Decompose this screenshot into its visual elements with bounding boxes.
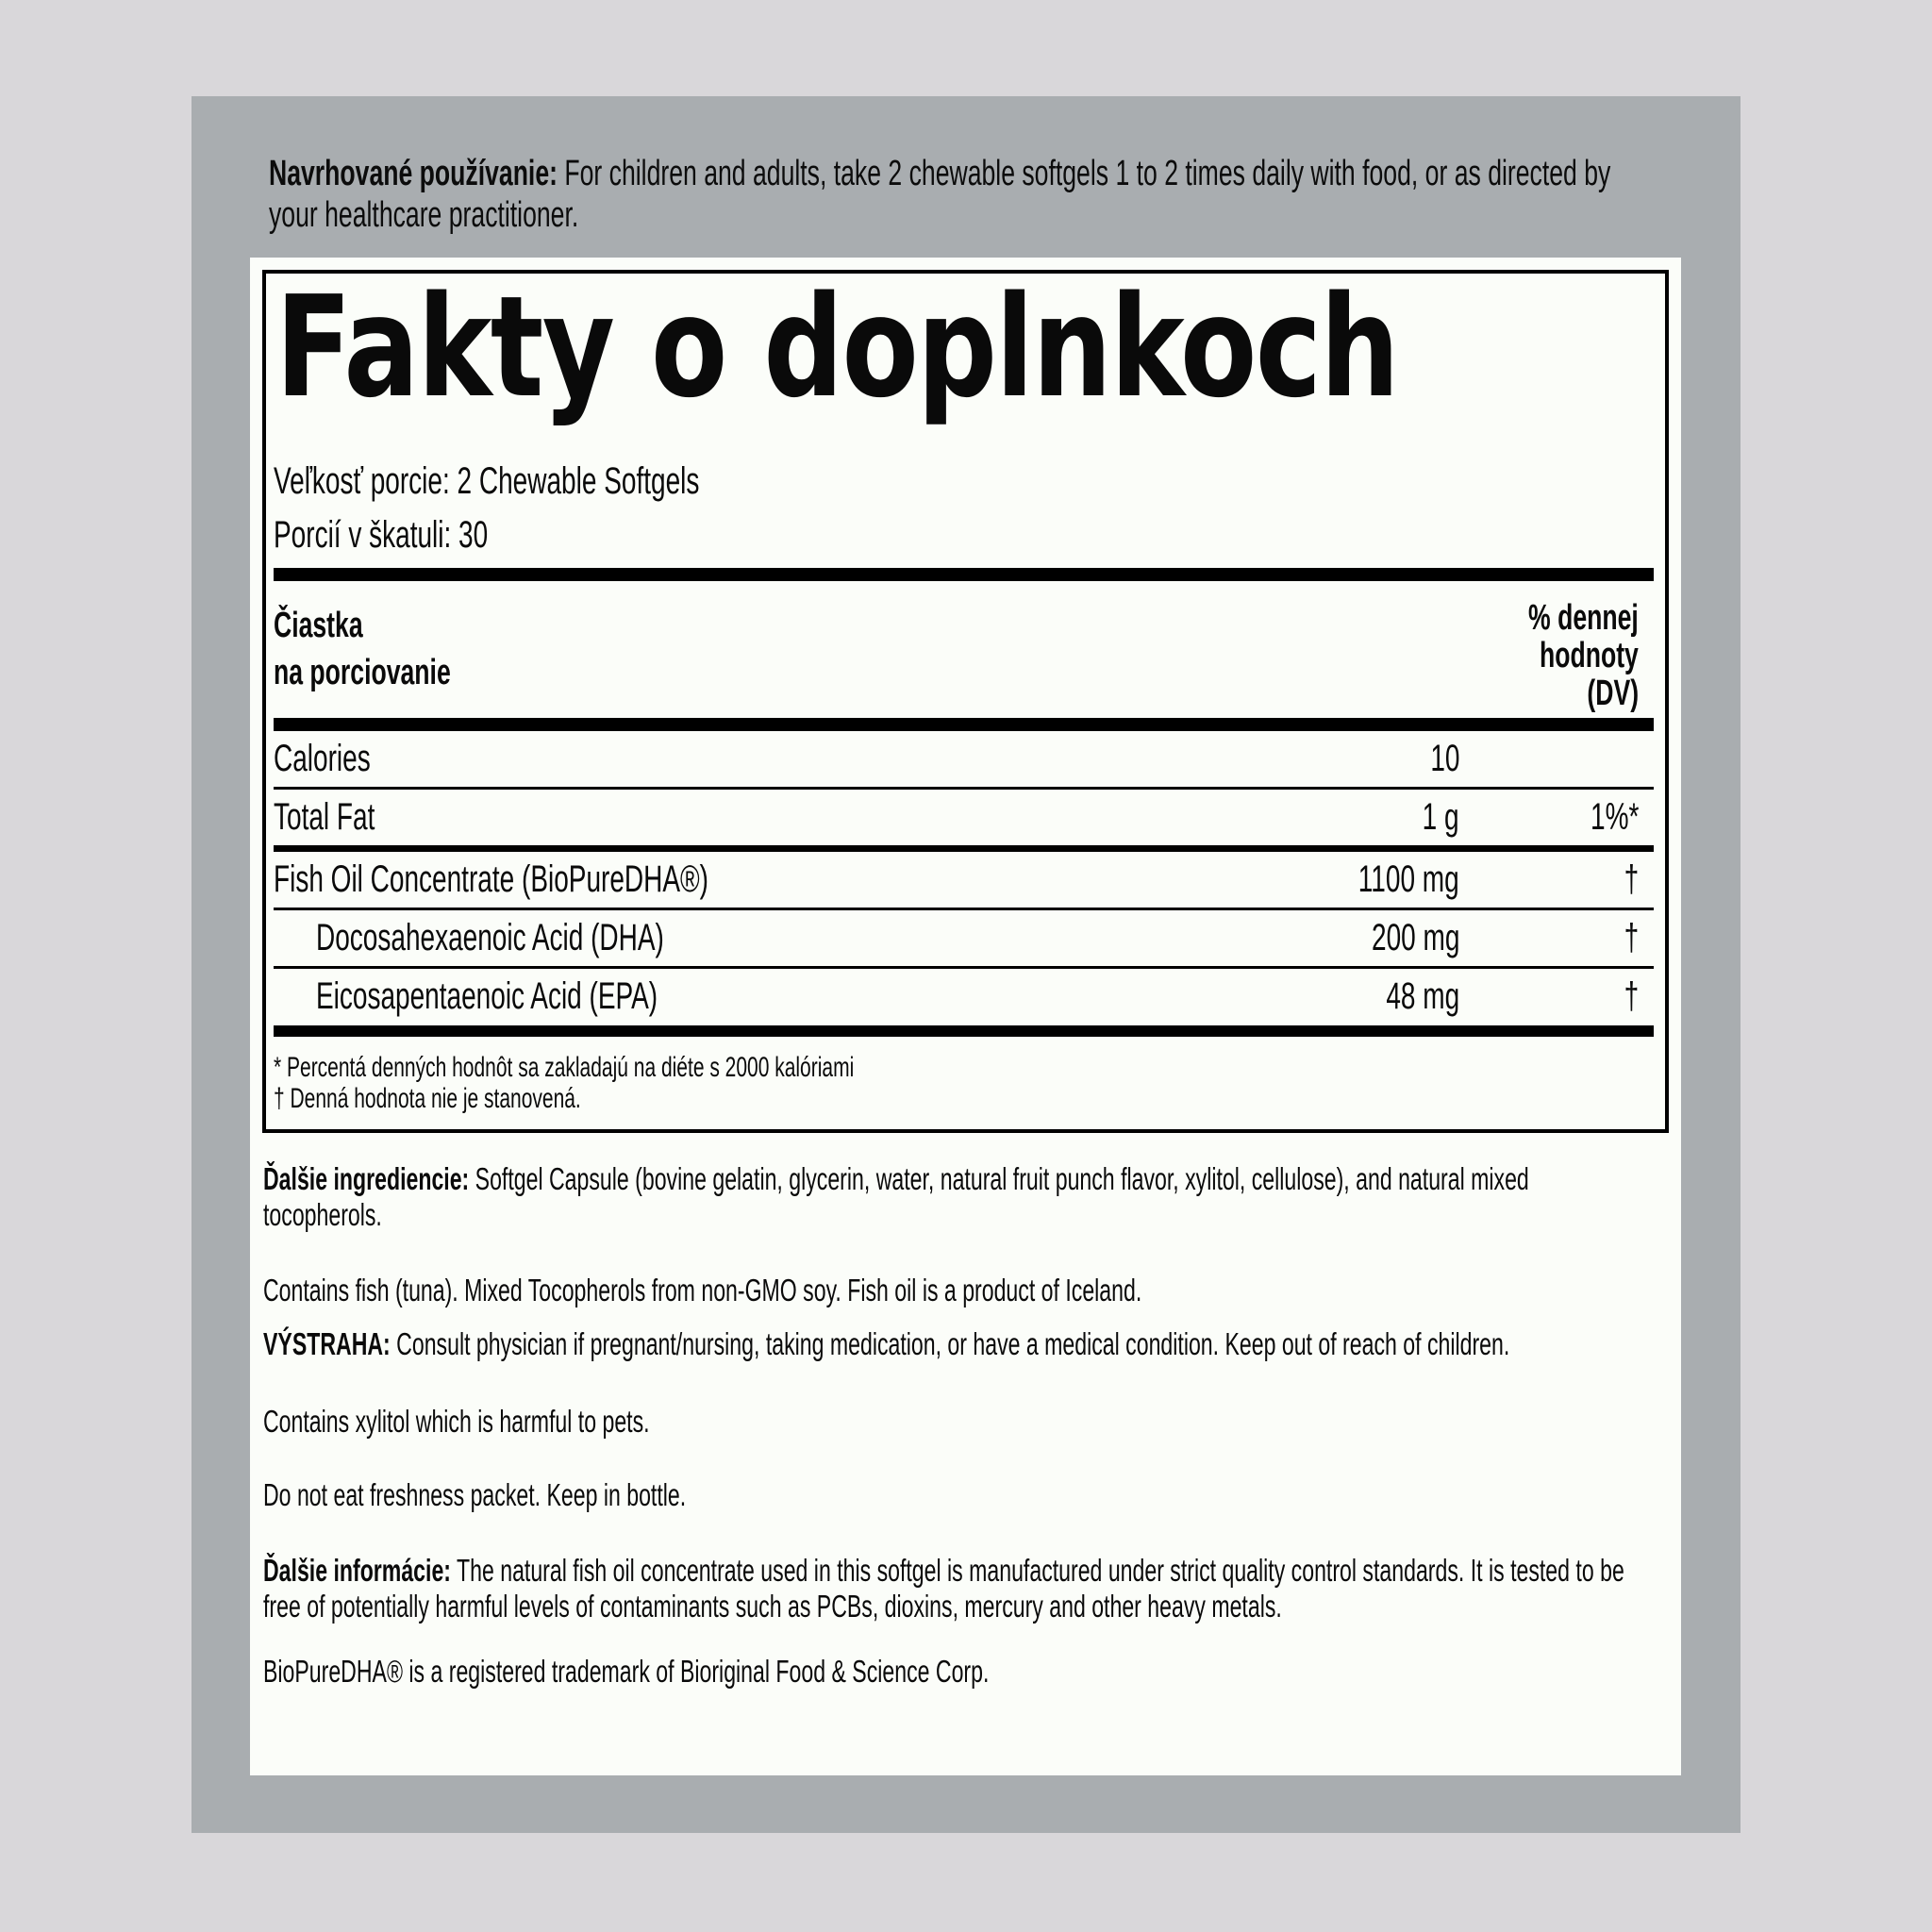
- servings-per-container: Porcií v škatuli: 30: [274, 514, 489, 556]
- facts-title: Fakty o doplnkoch: [275, 270, 1399, 428]
- supplement-facts-table: [274, 731, 1654, 1024]
- facts-footnotes: [274, 1037, 1654, 1114]
- thick-rule-bottom: [274, 1025, 1654, 1037]
- paragraph-text: Do not eat freshness packet. Keep in bottle.: [263, 1477, 687, 1512]
- row-name: Docosahexaenoic Acid (DHA): [316, 917, 664, 958]
- paragraph-freshness-packet: [263, 1477, 1643, 1513]
- row-amount: 200 mg: [1371, 917, 1459, 958]
- row-amount: 48 mg: [1386, 975, 1459, 1017]
- table-row: [274, 790, 1654, 845]
- paragraph-text: Contains xylitol which is harmful to pets.: [263, 1404, 650, 1439]
- row-name: Eicosapentaenoic Acid (EPA): [316, 975, 658, 1017]
- medium-rule: [274, 845, 1654, 852]
- row-dv: †: [1624, 917, 1639, 958]
- supplement-label-sheet: [250, 258, 1681, 1775]
- paragraph-text: Contains fish (tuna). Mixed Tocopherols from non-GMO soy. Fish oil is a product of Iceland.: [263, 1273, 1142, 1307]
- row-amount: 1100 mg: [1358, 858, 1459, 900]
- paragraph-text: BioPureDHA® is a registered trademark of Bioriginal Food & Science Corp.: [263, 1654, 990, 1689]
- paragraph-other-information: [263, 1553, 1643, 1624]
- paragraph-label: Ďalšie ingrediencie:: [263, 1161, 470, 1196]
- table-row: [274, 852, 1654, 908]
- row-dv: †: [1624, 858, 1639, 900]
- table-column-headers: [274, 599, 1654, 712]
- paragraph-label: Ďalšie informácie:: [263, 1553, 451, 1588]
- row-dv: 1%*: [1590, 796, 1639, 838]
- paragraph-trademark: [263, 1654, 1643, 1690]
- thick-rule-top: [274, 568, 1654, 581]
- table-row: [274, 969, 1654, 1024]
- footnote-dagger: † Denná hodnota nie je stanovená.: [274, 1083, 581, 1114]
- paragraph-warning: [263, 1326, 1643, 1362]
- row-dv: †: [1624, 975, 1639, 1017]
- thick-rule-header: [274, 718, 1654, 731]
- row-name: Calories: [274, 738, 371, 779]
- supplement-facts-box: [262, 270, 1669, 1133]
- paragraph-text: Consult physician if pregnant/nursing, taking medication, or have a medical condition. Keep out of reach of children.: [396, 1326, 1510, 1361]
- column-header-dv: % dennej hodnoty (DV): [1528, 598, 1639, 713]
- paragraph-text: Softgel Capsule (bovine gelatin, glycerin, water, natural fruit punch flavor, xylitol, cellulose), and natural mixed tocopherols.: [263, 1161, 1529, 1232]
- row-name: Total Fat: [274, 796, 375, 838]
- paragraph-contains-fish: [263, 1273, 1643, 1308]
- row-dv: [1459, 738, 1654, 780]
- paragraph-text: The natural fish oil concentrate used in this softgel is manufactured under strict quality control standards. It is tested to be free of potentially harmful levels of contaminants such as PCBs, dioxins, mercury and other heavy metals.: [263, 1553, 1624, 1624]
- label-gray-panel: [192, 96, 1740, 1833]
- suggested-use-body: For children and adults, take 2 chewable softgels 1 to 2 times daily with food, or as directed by your healthcare practitioner.: [269, 154, 1611, 235]
- row-amount: 1 g: [1423, 796, 1459, 838]
- suggested-use-text: [269, 153, 1656, 236]
- column-header-amount: Čiastka na porciovanie: [274, 606, 451, 692]
- paragraph-xylitol-warning: [263, 1404, 1643, 1440]
- paragraph-other-ingredients: [263, 1161, 1643, 1233]
- footnote-daily-value: * Percentá denných hodnôt sa zakladajú na diéte s 2000 kalóriami: [274, 1052, 855, 1083]
- suggested-use-label: Navrhované používanie:: [269, 154, 558, 193]
- paragraph-label: VÝSTRAHA:: [263, 1326, 391, 1361]
- table-row: [274, 910, 1654, 966]
- row-amount: 10: [1429, 738, 1459, 779]
- additional-info-section: [250, 1161, 1681, 1690]
- table-row: [274, 731, 1654, 787]
- serving-size: Veľkosť porcie: 2 Chewable Softgels: [274, 460, 700, 502]
- row-name: Fish Oil Concentrate (BioPureDHA®): [274, 858, 709, 900]
